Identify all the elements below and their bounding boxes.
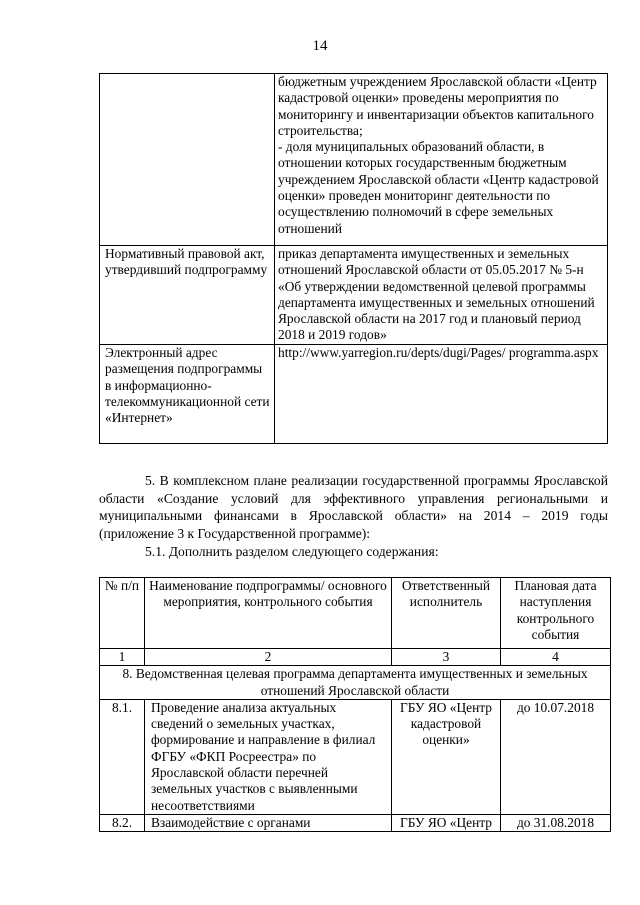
header-num: № п/п — [100, 578, 145, 649]
column-number: 3 — [392, 649, 501, 666]
table-row — [100, 246, 608, 345]
column-numbers-row — [100, 649, 611, 666]
page-number: 14 — [312, 38, 328, 54]
value-line-1: бюджетным учреждением Ярославской области «Центр кадастровой оценки» проведены мероприятия по мониторингу и инвентаризации объектов капитального строительства; — [278, 74, 597, 138]
table-row — [100, 814, 611, 831]
table-row — [100, 345, 608, 444]
header-responsible: Ответственный исполнитель — [392, 578, 501, 649]
row-responsible: ГБУ ЯО «Центр кадастровой оценки» — [392, 699, 501, 814]
row-value — [275, 345, 608, 444]
plan-table — [99, 577, 611, 832]
subprogram-passport-table — [99, 73, 608, 444]
row-responsible: ГБУ ЯО «Центр — [392, 814, 501, 831]
header-name: Наименование подпрограммы/ основного мероприятия, контрольного события — [145, 578, 392, 649]
row-label: Электронный адрес размещения подпрограммы в информационно-телекоммуникационной сети «Интернет» — [100, 345, 275, 444]
table-row — [100, 74, 608, 246]
column-number: 1 — [100, 649, 145, 666]
row-label — [100, 74, 275, 246]
header-date: Плановая дата наступления контрольного события — [501, 578, 611, 649]
paragraph-5: 5. В комплексном плане реализации государственной программы Ярославской области «Создание условий для эффективного управления региональными и муниципальными финансами в Ярославской области» на 2014 – 2019 годы (приложение 3 к Государственной программе): — [99, 473, 608, 541]
table-row — [100, 699, 611, 814]
section-title: 8. Ведомственная целевая программа департамента имущественных и земельных отношений Ярославской области — [100, 666, 611, 700]
row-value — [275, 74, 608, 246]
program-link[interactable]: http://www.yarregion.ru/depts/dugi/Pages/ programma.aspx — [278, 345, 599, 360]
paragraph-5-1: 5.1. Дополнить разделом следующего содержания: — [145, 544, 439, 559]
row-value: приказ департамента имущественных и земельных отношений Ярославской области от 05.05.2017 № 5-н «Об утверждении ведомственной целевой программы департамента имущественных и земельных отношений Ярославской области на 2017 год и плановый период 2018 и 2019 годов» — [275, 246, 608, 345]
header-row — [100, 578, 611, 649]
section-row — [100, 666, 611, 700]
column-number: 4 — [501, 649, 611, 666]
row-name: Взаимодействие с органами — [145, 814, 392, 831]
row-label: Нормативный правовой акт, утвердивший подпрограмму — [100, 246, 275, 345]
row-num: 8.2. — [100, 814, 145, 831]
row-name: Проведение анализа актуальных сведений о земельных участках, формирование и направление в филиал ФГБУ «ФКП Росреестра» по Ярославской области перечней земельных участков с выявленными несоответствиями — [145, 699, 392, 814]
row-num: 8.1. — [100, 699, 145, 814]
value-line-2: - доля муниципальных образований области, в отношении которых государственным бюджетным учреждением Ярославской области «Центр кадастровой оценки» проведен мониторинг деятельности по осуществлению полномочий в сфере земельных отношений — [278, 139, 599, 236]
row-date: до 31.08.2018 — [501, 814, 611, 831]
row-date: до 10.07.2018 — [501, 699, 611, 814]
column-number: 2 — [145, 649, 392, 666]
